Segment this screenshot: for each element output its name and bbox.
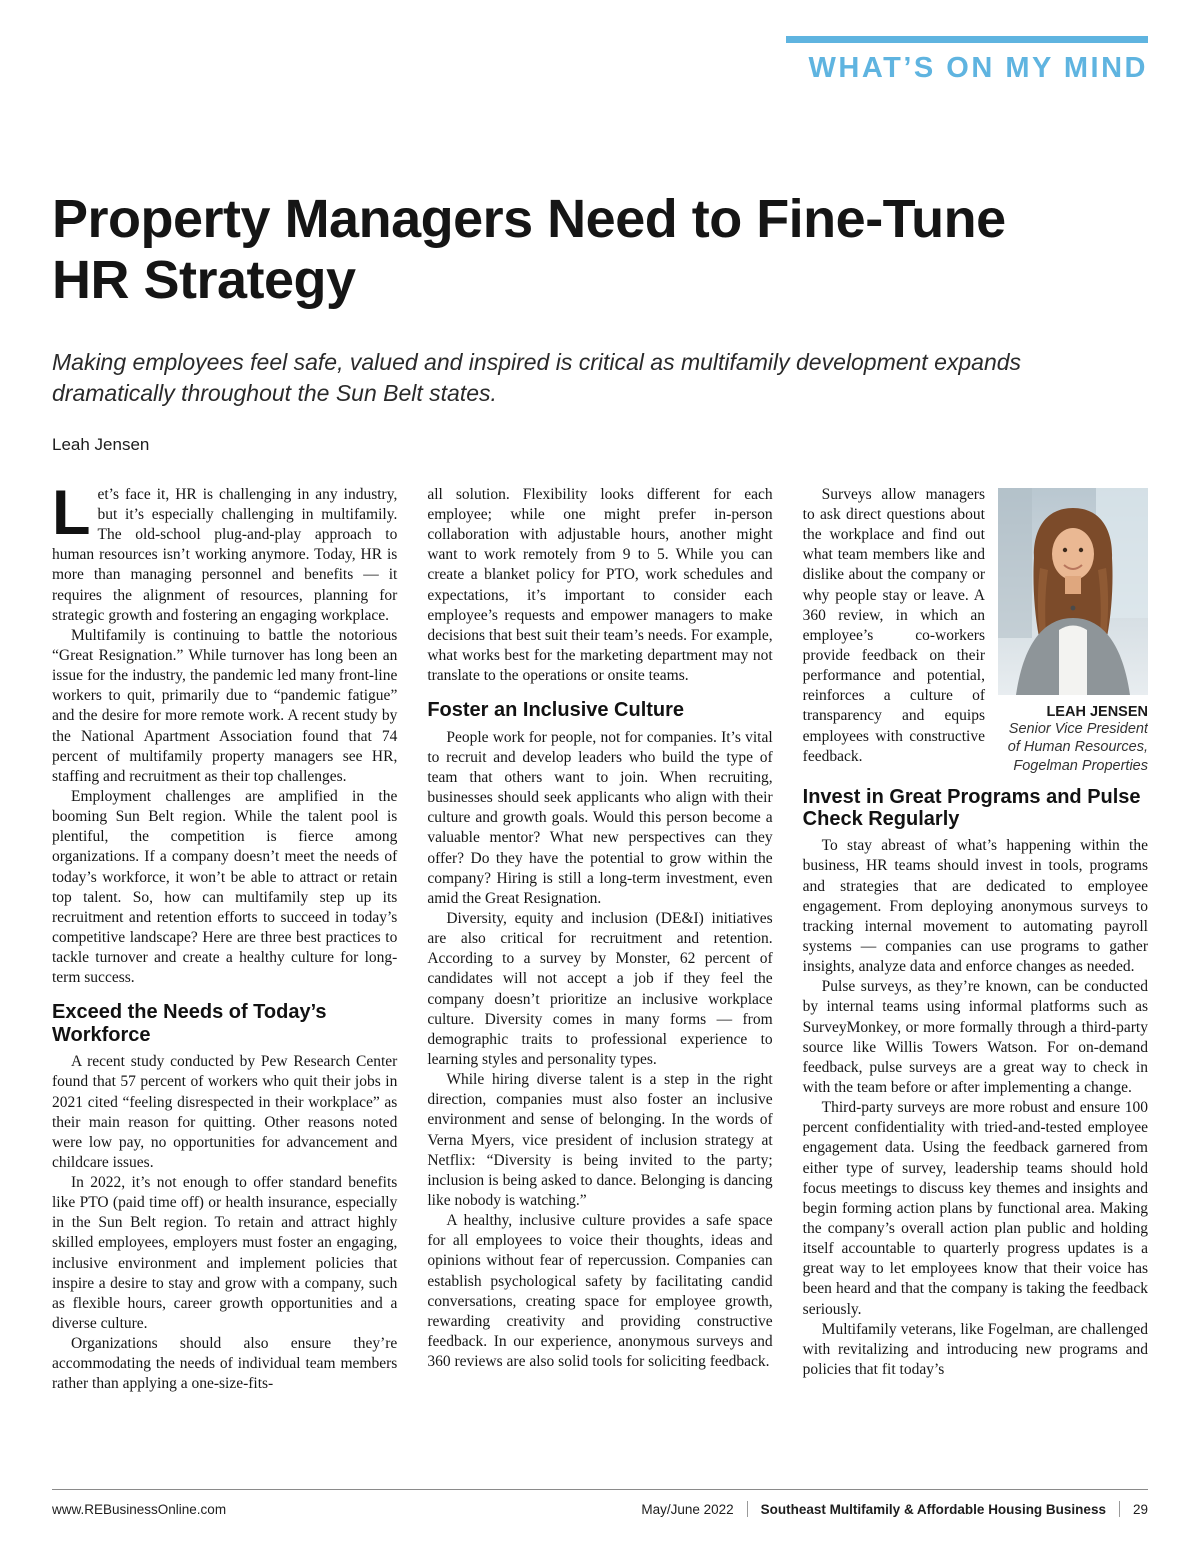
page-header [52,0,1148,85]
footer-page-number: 29 [1132,1501,1148,1517]
column-1 [52,485,397,1485]
article-title-line-2: HR Strategy [52,250,356,311]
footer-separator [1119,1501,1120,1517]
footer-separator [747,1501,748,1517]
caption-company: Fogelman Properties [1013,758,1148,775]
body-paragraph: Third-party surveys are more robust and ensure 100 percent confidentiality with tried-and-tested employee engagement data. Using the feedback garnered from either type of survey, leadership teams should hold focus meetings to discuss key themes and insights and begin forming action plans by functional area. Making the company’s overall action plan public and holding itself accountable to quarterly progress updates is a great way to let employees know that their voice has been heard and that the company is taking the feedback seriously. [802,1099,1148,1318]
article-body [52,485,1148,1485]
section-heading-workforce: Exceed the Needs of Today’s Workforce [52,1001,327,1046]
kicker-rule [786,36,1148,43]
article-deck: Making employees feel safe, valued and inspired is critical as multifamily development expands dramatically throughout the Sun Belt states. [52,349,1022,406]
author-photo-block [998,488,1148,776]
body-paragraph: Diversity, equity and inclusion (DE&I) initiatives are also critical for recruitment and retention. According to a survey by Monster, 62 percent of candidates will not accept a job if they feel the company doesn’t prioritize an inclusive workplace culture. Diversity comes in many forms — from demographic traits to professional experience to learning styles and personality types. [427,909,773,1068]
body-paragraph: While hiring diverse talent is a step in the right direction, companies must also foster an inclusive environment and sense of belonging. In the words of Verna Myers, vice president of inclusion strategy at Netflix: “Diversity is being invited to the party; inclusion is being asked to dance. Belonging is dancing like nobody is watching.” [427,1071,773,1209]
photo-caption [998,704,1148,776]
article-byline: Leah Jensen [52,434,150,454]
body-paragraph: Multifamily is continuing to battle the notorious “Great Resignation.” While turnover has long been an issue for the industry, the pandemic led many front-line workers to quit, primarily due to “pandemic fatigue” and the desire for more remote work. A recent study by the National Apartment Association found that 74 percent of multifamily property managers see HR, staffing and recruitment as their top challenges. [52,626,398,785]
section-heading-pulse-check: Invest in Great Programs and Pulse Check Regularly [802,785,1141,830]
footer-publication-info [641,1501,1148,1517]
body-paragraph: A recent study conducted by Pew Research Center found that 57 percent of workers who quit their jobs in 2021 cited “feeling disrespected in their workplace” as their main reason for quitting. Other reasons noted were low pay, no opportunities for advancement and childcare issues. [52,1053,398,1171]
caption-name: LEAH JENSEN [1046,703,1148,720]
body-paragraph: To stay abreast of what’s happening within the business, HR teams should invest in tools, programs and strategies that are dedicated to employee engagement. From deploying anonymous surveys to tracking internal movement to automating payroll systems — companies can use programs to gather insights, analyze data and enforce changes as needed. [802,837,1148,976]
lead-paragraph [52,485,397,626]
footer-issue-date: May/June 2022 [641,1501,734,1517]
body-paragraph: A healthy, inclusive culture provides a safe space for all employees to voice their thoughts, ideas and opinions without fear of repercussion. Companies can establish psychological safety by facilitating candid conversations, creating space for employee growth, rewarding creativity and providing constructive feedback. In our experience, anonymous surveys and 360 reviews are also solid tools for soliciting feedback. [427,1212,773,1371]
caption-role: Senior Vice President of Human Resources, [1007,720,1148,756]
section-heading-inclusive-culture: Foster an Inclusive Culture [427,699,685,722]
section-kicker: WHAT’S ON MY MIND [808,52,1148,84]
body-paragraph: Organizations should also ensure they’re accommodating the needs of individual team members rather than applying a one-size-fits- [52,1335,398,1393]
body-paragraph: Pulse surveys, as they’re known, can be conducted by internal teams using informal platforms such as SurveyMonkey, or more formally through a third-party source like Willis Towers Watson. For on-demand feedback, pulse surveys are a great way to check in with the team before or after implementing a change. [802,978,1148,1097]
body-paragraph: Surveys allow managers to ask direct questions about the workplace and find out what team members like and dislike about the company or why people stay or leave. A 360 review, in which an employee’s co-workers provide feedback on their performance and potential, reinforces a culture of transparency and equips employees with constructive feedback. [802,485,985,765]
column-2 [427,485,772,1485]
author-photo [998,488,1148,695]
article-title [52,189,1148,311]
footer-website: www.REBusinessOnline.com [52,1501,227,1517]
body-paragraph: People work for people, not for companies. It’s vital to recruit and develop leaders who build the type of team that others want to join. When recruiting, businesses should seek applicants who align with their culture and growth goals. Would this person become a valuable mentor? What new perspectives can they offer? Do they have the potential to grow within the company? Hiring is still a long-term investment, even amid the Great Resignation. [427,728,773,907]
article-title-line-1: Property Managers Need to Fine-Tune [52,189,1006,249]
continuation-paragraph: all solution. Flexibility looks different for each employee; while one might prefer in-person collaboration with adjustable hours, another might want to work remotely from 9 to 5. While you can create a blanket policy for PTO, work schedules and expectations, it’s important to consider each employee’s requests and empower managers to make decisions that best suit their team’s needs. For example, what works best for the marketing department may not translate to the operations or onsite teams. [427,485,773,685]
column-3 [803,485,1148,1485]
body-paragraph: In 2022, it’s not enough to offer standard benefits like PTO (paid time off) or health insurance, especially in the Sun Belt region. To retain and attract highly skilled employees, employers must foster an engaging, inclusive environment and implement policies that inspire a desire to stay and grow with a company, such as flexible hours, career growth opportunities and a diverse culture. [52,1174,398,1333]
lead-paragraph-text: et’s face it, HR is challenging in any industry, but it’s especially challenging in multifamily. The old-school plug-and-play approach to human resources isn’t working anymore. Today, HR is more than managing personnel and benefits — it requires the alignment of resources, planning for strategic growth and fostering an engaging workplace. [52,485,398,624]
page-footer [52,1489,1148,1517]
body-paragraph: Multifamily veterans, like Fogelman, are challenged with revitalizing and introducing new programs and policies that fit today’s [802,1320,1148,1378]
body-paragraph: Employment challenges are amplified in the booming Sun Belt region. While the talent pool is plentiful, the competition is fierce among organizations. If a company doesn’t meet the needs of today’s workforce, it won’t be able to attract or retain top talent. So, how can multifamily step up its recruitment and retention efforts to succeed in today’s competitive landscape? Here are three best practices to tackle turnover and create a healthy culture for long-term success. [52,788,398,987]
author-portrait-illustration [998,488,1148,695]
drop-cap: L [52,484,91,548]
footer-publication-name: Southeast Multifamily & Affordable Housing Business [760,1501,1106,1517]
